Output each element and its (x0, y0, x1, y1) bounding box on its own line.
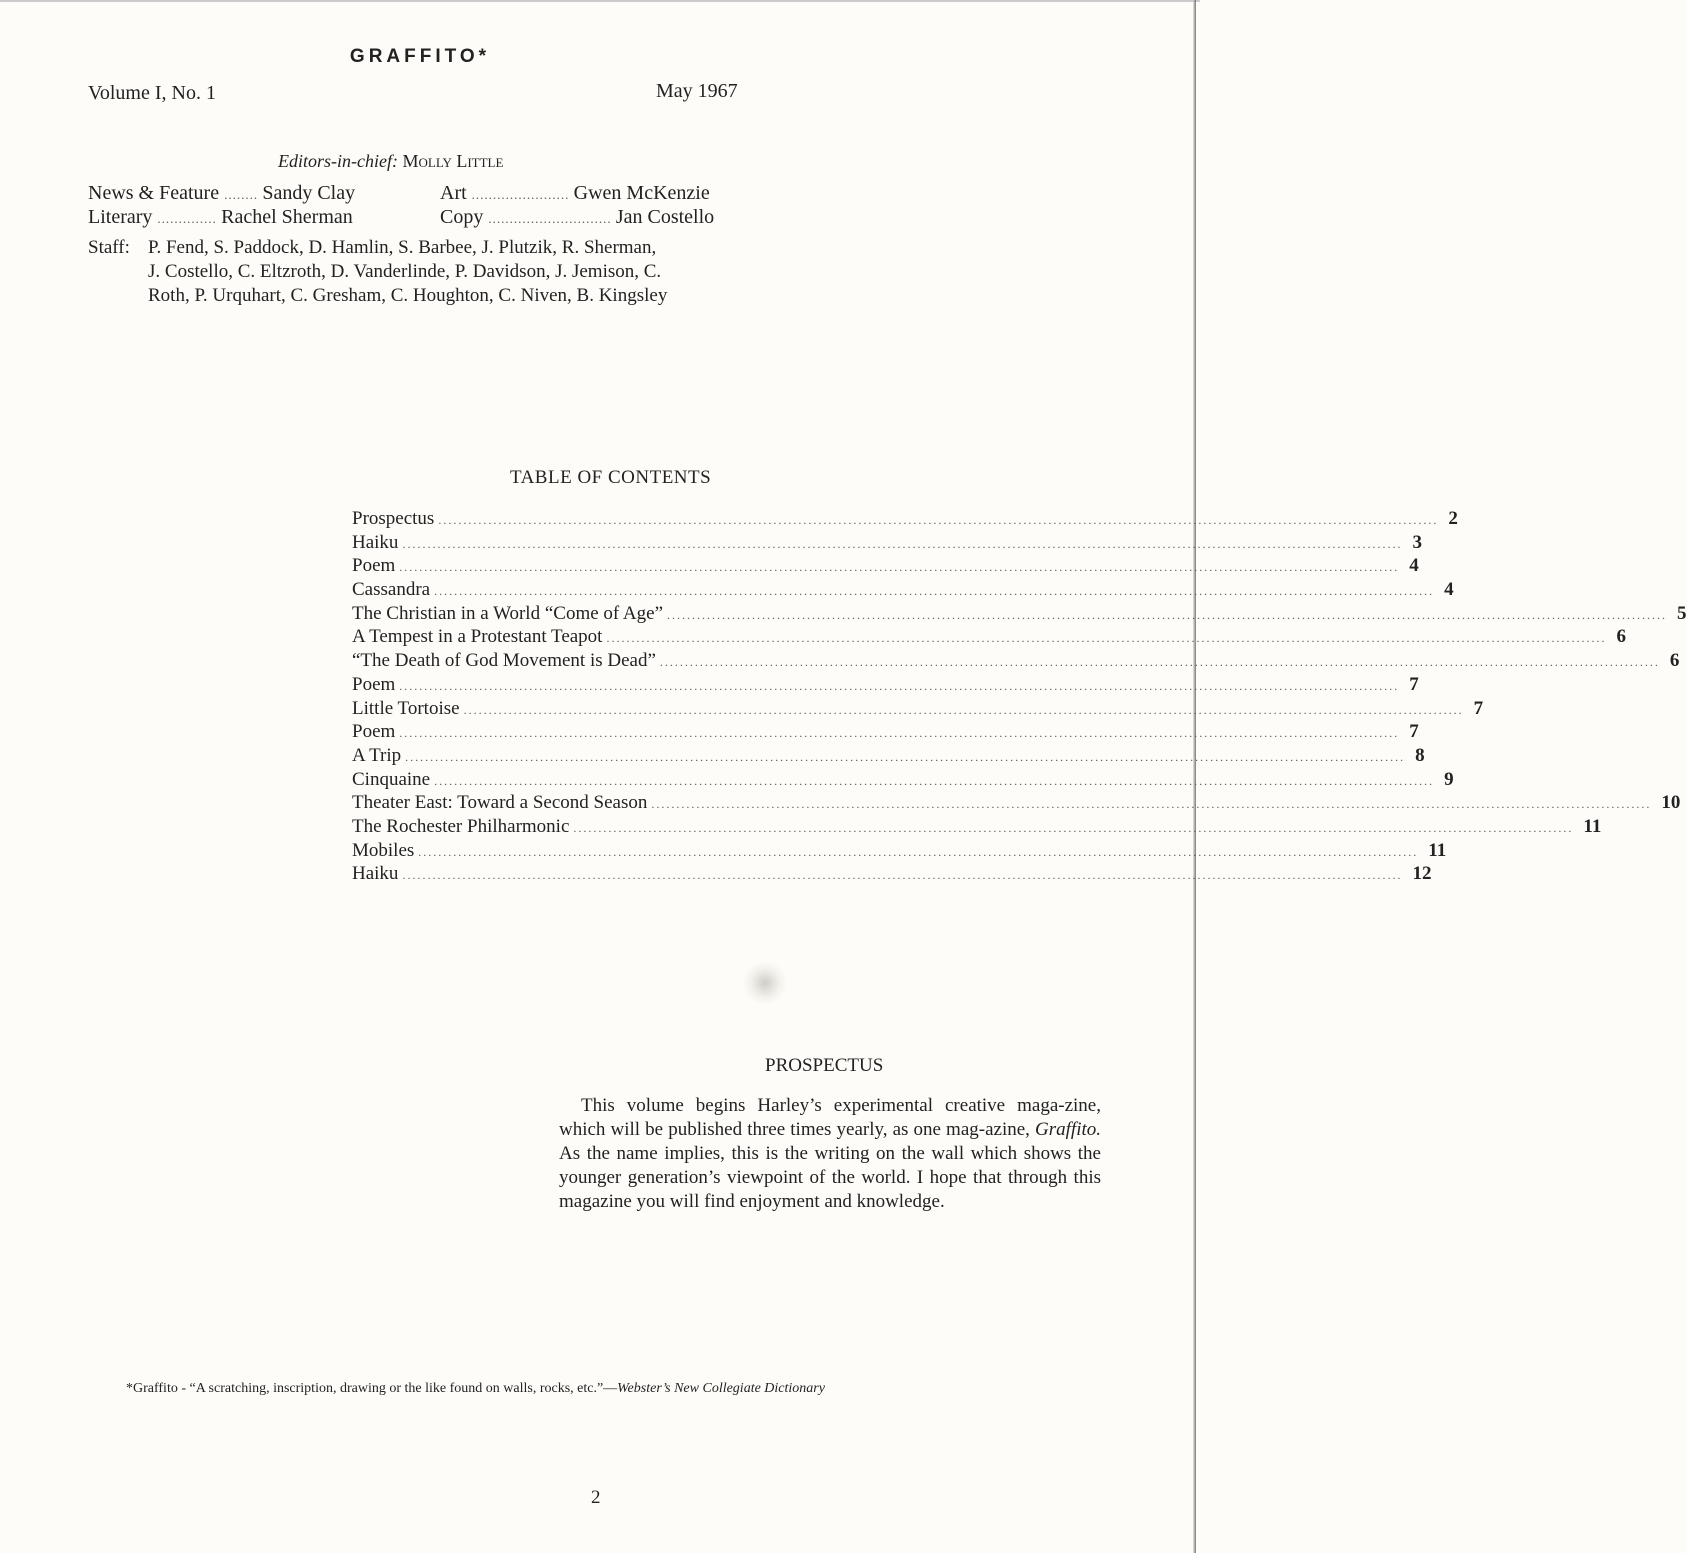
role-name: Jan Costello (615, 206, 715, 228)
toc-entry-page: 8 (1415, 744, 1425, 766)
leader-dots: ............................. (488, 211, 616, 226)
toc-entry (352, 673, 1419, 698)
toc-entry-title: Poem (352, 721, 396, 743)
toc-title: TABLE OF CONTENTS (510, 467, 712, 488)
staff-names (148, 236, 748, 308)
toc-entry (352, 602, 1687, 627)
toc-entry-title: Cassandra (352, 579, 431, 601)
toc-entry-page: 4 (1444, 579, 1454, 601)
toc-entry-page: 6 (1616, 626, 1626, 648)
toc-entry-page: 5 (1677, 602, 1687, 624)
toc-entry-title: Mobiles (352, 839, 415, 861)
staff-label: Staff: (88, 237, 130, 258)
leader-dots: ........................................................................................................................................................................................................ (434, 584, 1435, 599)
toc-entry (352, 721, 1419, 745)
leader-dots: ........................................................................................................................................................................................................ (463, 702, 1464, 717)
toc-entry-page: 11 (1583, 815, 1602, 837)
staff-line: P. Fend, S. Paddock, D. Hamlin, S. Barbee, J. Plutzik, R. Sherman, (148, 237, 657, 258)
magazine-name: Graffito. (1035, 1119, 1101, 1140)
role-copy (440, 205, 714, 231)
role-news-feature (88, 181, 355, 207)
leader-dots: ........................................................................................................................................................................................................ (606, 631, 1607, 646)
toc-entry (352, 650, 1680, 674)
toc-entry (352, 508, 1458, 532)
table-of-contents (352, 508, 1687, 887)
page-number: 2 (591, 1487, 601, 1508)
toc-entry (352, 697, 1484, 722)
leader-dots: ........................................................................................................................................................................................................ (573, 820, 1574, 835)
issue-date: May 1967 (656, 80, 738, 102)
toc-entry-title: Prospectus (352, 508, 435, 529)
role-art (440, 181, 710, 207)
prospectus-title: PROSPECTUS (765, 1055, 884, 1076)
footnote-source: Webster’s New Collegiate Dictionary (617, 1381, 825, 1396)
toc-entry-title: A Tempest in a Protestant Teapot (352, 626, 603, 648)
toc-entry (352, 626, 1626, 650)
leader-dots: .............. (157, 211, 222, 226)
leader-dots: ........................................................................................................................................................................................................ (399, 726, 1400, 741)
toc-entry-page: 12 (1412, 863, 1432, 885)
toc-entry (352, 531, 1422, 556)
staff-line: J. Costello, C. Eltzroth, D. Vanderlinde, P. Davidson, J. Jemison, C. (148, 261, 662, 282)
toc-entry (352, 555, 1419, 579)
toc-entry-page: 3 (1412, 531, 1422, 553)
toc-entry-title: Poem (352, 555, 396, 577)
toc-entry (352, 839, 1447, 864)
toc-entry (352, 863, 1432, 887)
leader-dots: ........................................................................................................................................................................................................ (399, 560, 1400, 575)
footnote-text: *Graffito - “A scratching, inscription, drawing or the like found on walls, rocks, etc.”— (126, 1381, 618, 1396)
toc-entry (352, 792, 1681, 816)
toc-entry-title: A Trip (352, 744, 402, 766)
toc-entry-page: 9 (1444, 768, 1454, 790)
toc-entry-page: 2 (1448, 508, 1458, 529)
toc-entry-page: 7 (1409, 721, 1419, 743)
toc-entry-title: Cinquaine (352, 768, 431, 790)
toc-entry-title: The Christian in a World “Come of Age” (352, 602, 664, 624)
leader-dots: ........................................................................................................................................................................................................ (418, 844, 1419, 859)
prospectus-text-before: This volume begins Harley’s experimental creative maga-zine, which will be published three times yearly, as one mag-azine, (559, 1095, 1101, 1140)
paper-speckle (740, 963, 790, 1003)
footnote (126, 1381, 825, 1397)
page-edge-top (0, 0, 1200, 2)
leader-dots: ....................... (471, 187, 574, 202)
role-label: Literary (88, 206, 153, 228)
masthead-title: GRAFFITO* (349, 46, 491, 67)
toc-entry-page: 6 (1669, 650, 1680, 672)
role-literary (88, 205, 353, 231)
prospectus-text-after: As the name implies, this is the writing on the wall which shows the younger generation’s viewpoint of the world. I hope that through this magazine you will find enjoyment and knowledge. (559, 1143, 1101, 1212)
leader-dots: ........................................................................................................................................................................................................ (399, 678, 1400, 693)
editors-line (278, 151, 503, 172)
toc-entry (352, 744, 1425, 769)
role-name: Gwen McKenzie (573, 182, 710, 204)
leader-dots: ........................................................................................................................................................................................................ (659, 655, 1660, 670)
toc-entry (352, 579, 1454, 603)
role-label: Copy (440, 206, 484, 228)
toc-entry-title: Little Tortoise (352, 697, 460, 719)
editors-name: Molly Little (402, 151, 504, 171)
leader-dots: ........................................................................................................................................................................................................ (651, 797, 1652, 812)
toc-entry-page: 7 (1409, 673, 1419, 695)
leader-dots: ........ (224, 187, 263, 202)
toc-entry-title: Haiku (352, 863, 399, 885)
toc-entry-title: “The Death of God Movement is Dead” (352, 650, 656, 672)
role-label: Art (440, 182, 467, 204)
leader-dots: ........................................................................................................................................................................................................ (434, 773, 1435, 788)
leader-dots: ........................................................................................................................................................................................................ (402, 536, 1403, 551)
toc-entry-title: Haiku (352, 531, 399, 553)
role-label: News & Feature (88, 182, 220, 204)
toc-entry-title: Poem (352, 673, 396, 695)
editors-label: Editors-in-chief: (278, 151, 398, 171)
toc-entry (352, 768, 1454, 793)
leader-dots: ........................................................................................................................................................................................................ (438, 513, 1439, 527)
toc-entry-title: Theater East: Toward a Second Season (352, 792, 648, 814)
staff-line: Roth, P. Urquhart, C. Gresham, C. Houghton, C. Niven, B. Kingsley (148, 285, 668, 306)
role-name: Sandy Clay (262, 182, 356, 204)
toc-entry-page: 4 (1409, 555, 1419, 577)
toc-entry-title: The Rochester Philharmonic (352, 815, 570, 837)
toc-entry-page: 7 (1473, 697, 1484, 719)
leader-dots: ........................................................................................................................................................................................................ (667, 607, 1668, 622)
toc-entry-page: 11 (1428, 839, 1447, 861)
leader-dots: ........................................................................................................................................................................................................ (405, 749, 1406, 764)
toc-entry (352, 815, 1602, 840)
leader-dots: ........................................................................................................................................................................................................ (402, 868, 1403, 883)
prospectus-body (559, 1094, 1101, 1214)
volume-issue: Volume I, No. 1 (88, 82, 216, 104)
role-name: Rachel Sherman (221, 206, 353, 228)
toc-entry-page: 10 (1661, 792, 1681, 814)
